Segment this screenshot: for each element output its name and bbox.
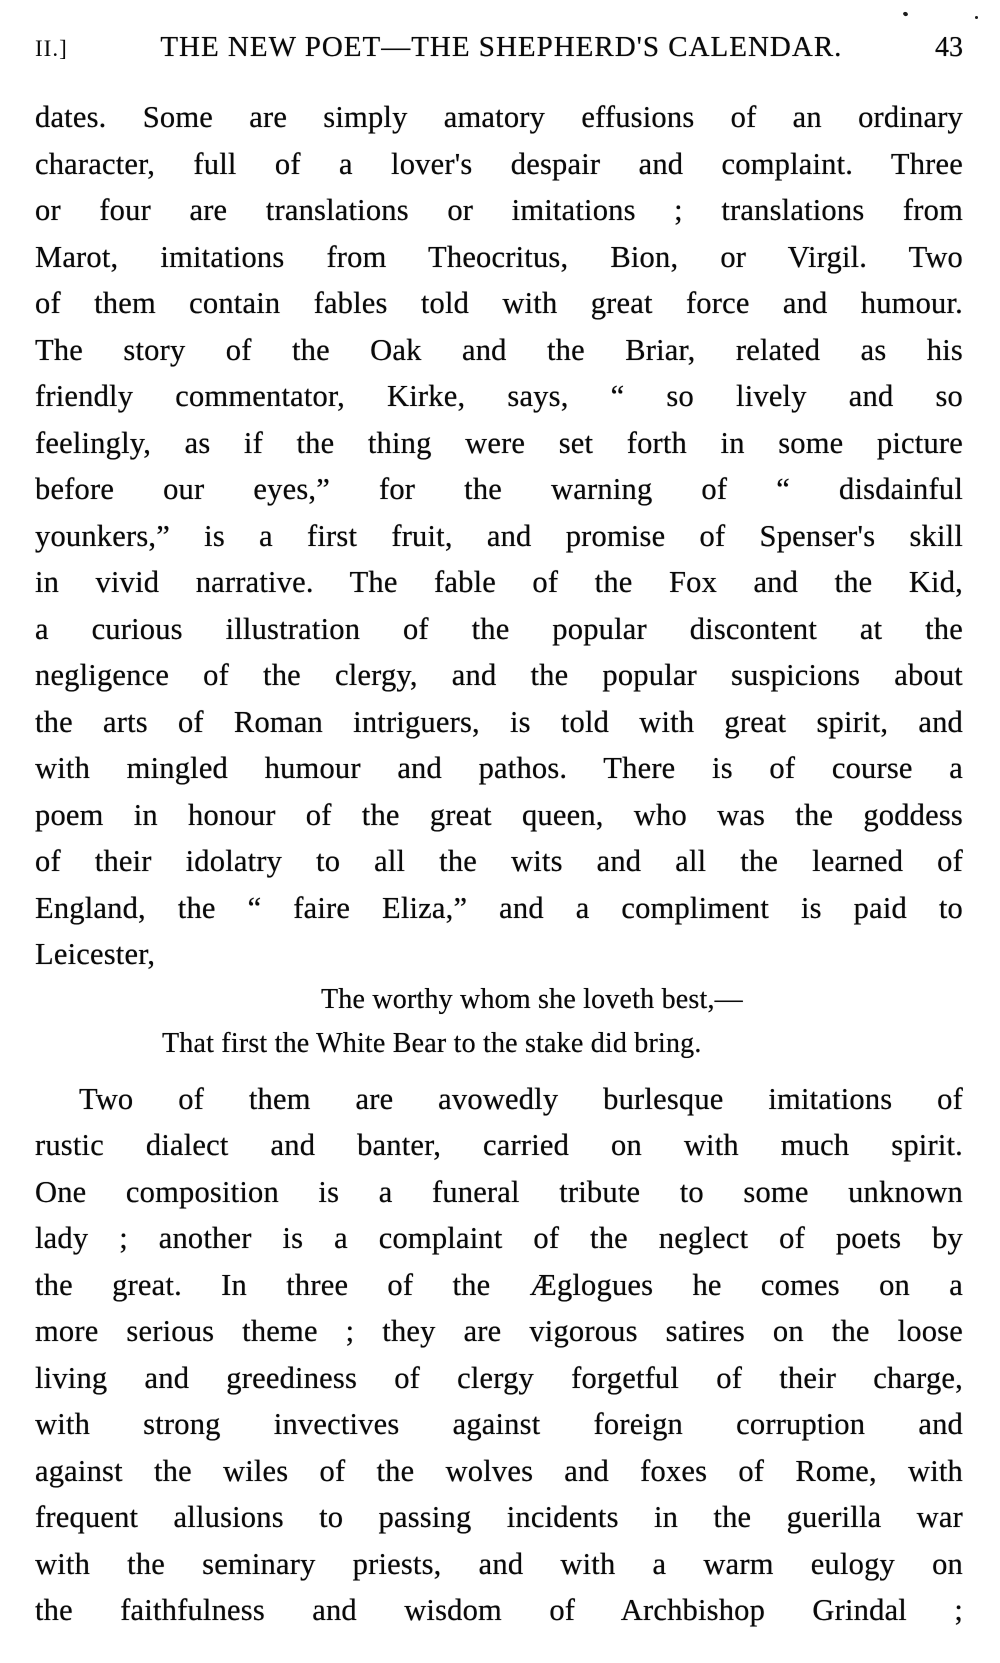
text-line: with strong invectives against foreign corruption and <box>35 1407 963 1441</box>
text-line: with the seminary priests, and with a warm eulogy on <box>35 1546 963 1581</box>
text-line: lady ; another is a complaint of the neglect of poets by <box>35 1221 963 1255</box>
text-line: frequent allusions to passing incidents in the guerilla war <box>35 1500 963 1534</box>
chapter-marker: II.] <box>35 36 68 61</box>
text-line: of their idolatry to all the wits and all the learned of <box>35 844 963 878</box>
text-line: England, the “ faire Eliza,” and a compliment is paid to <box>35 890 963 925</box>
text-line: against the wiles of the wolves and foxes of Rome, with <box>35 1453 963 1488</box>
paragraph-2 <box>35 1076 963 1634</box>
text-line: Two of them are avowedly burlesque imitations of <box>79 1081 963 1116</box>
text-line: more serious theme ; they are vigorous satires on the loose <box>35 1314 963 1348</box>
text-line: friendly commentator, Kirke, says, “ so lively and so <box>35 379 963 413</box>
text-line: feelingly, as if the thing were set forth in some picture <box>35 425 963 460</box>
page-number: 43 <box>935 32 963 63</box>
running-title: THE NEW POET—THE SHEPHERD'S CALENDAR. <box>160 31 843 63</box>
text-line: That first the White Bear to the stake did bring. <box>162 1027 702 1059</box>
text-line: a curious illustration of the popular discontent at the <box>35 611 963 646</box>
text-line: The worthy whom she loveth best,— <box>321 983 743 1015</box>
running-header <box>35 31 963 64</box>
paragraph-1 <box>35 94 963 978</box>
text-line: Marot, imitations from Theocritus, Bion, or Virgil. Two <box>35 239 963 274</box>
text-line: in vivid narrative. The fable of the Fox and the Kid, <box>35 565 963 599</box>
text-line: the faithfulness and wisdom of Archbishop Grindal ; <box>35 1593 963 1627</box>
scan-speck <box>902 11 908 17</box>
text-line: the arts of Roman intriguers, is told with great spirit, and <box>35 704 963 739</box>
text-line: of them contain fables told with great force and humour. <box>35 286 963 320</box>
verse-quotation <box>162 978 963 1066</box>
text-line: with mingled humour and pathos. There is of course a <box>35 751 963 785</box>
text-line: The story of the Oak and the Briar, related as his <box>35 332 963 367</box>
text-line: dates. Some are simply amatory effusions of an ordinary <box>35 100 963 134</box>
scan-speck <box>975 16 978 19</box>
text-line: rustic dialect and banter, carried on with much spirit. <box>35 1128 963 1162</box>
text-line: living and greediness of clergy forgetful of their charge, <box>35 1360 963 1395</box>
text-line: Leicester, <box>35 937 156 971</box>
text-line: younkers,” is a first fruit, and promise of Spenser's skill <box>35 518 963 553</box>
text-line: One composition is a funeral tribute to some unknown <box>35 1174 963 1209</box>
text-line: before our eyes,” for the warning of “ disdainful <box>35 472 963 506</box>
text-line: the great. In three of the Æglogues he comes on a <box>35 1267 963 1302</box>
text-line: poem in honour of the great queen, who was the goddess <box>35 797 963 832</box>
text-line: negligence of the clergy, and the popular suspicions about <box>35 658 963 692</box>
text-line: character, full of a lover's despair and complaint. Three <box>35 146 963 181</box>
text-line: or four are translations or imitations ; translations from <box>35 193 963 227</box>
